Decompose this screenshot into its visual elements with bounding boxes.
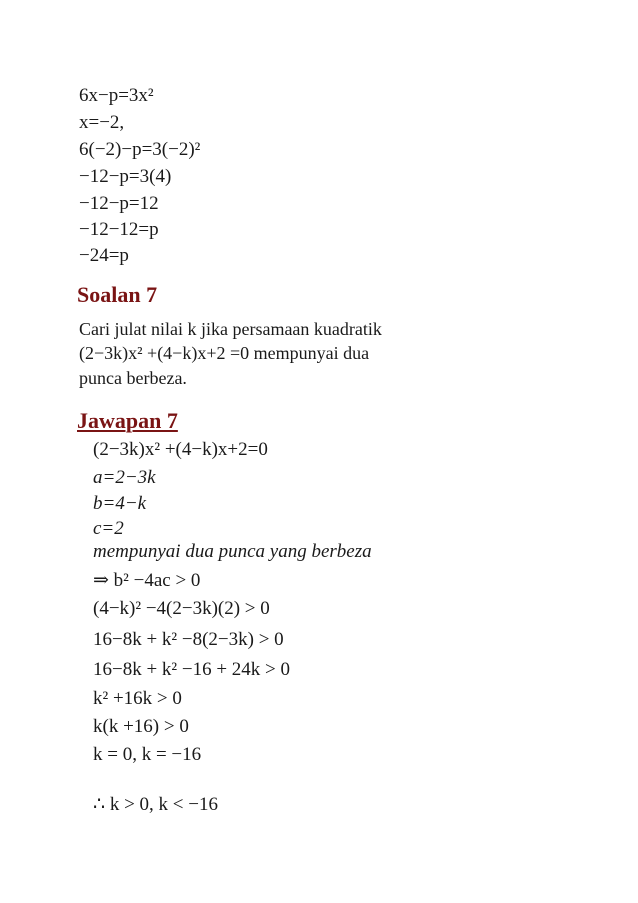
question-line-1: Cari julat nilai k jika persamaan kuadratik (79, 319, 382, 339)
working-line-7: −24=p (79, 245, 129, 266)
working-line-6: −12−12=p (79, 219, 159, 240)
answer-line-7: (4−k)² −4(2−3k)(2) > 0 (93, 598, 270, 619)
answer-line-11: k(k +16) > 0 (93, 716, 189, 737)
answer-line-4: c=2 (93, 518, 124, 539)
answer-line-13: ∴ k > 0, k < −16 (93, 794, 218, 815)
answer-line-10: k² +16k > 0 (93, 688, 182, 709)
answer-line-3: b=4−k (93, 493, 147, 514)
working-line-1: 6x−p=3x² (79, 85, 154, 106)
working-line-2: x=−2, (79, 112, 125, 133)
answer-line-1: (2−3k)x² +(4−k)x+2=0 (93, 439, 268, 460)
working-line-4: −12−p=3(4) (79, 166, 172, 187)
answer-line-5: mempunyai dua punca yang berbeza (93, 541, 372, 562)
answer-line-2: a=2−3k (93, 467, 156, 488)
answer-heading: Jawapan 7 (77, 408, 178, 433)
question-heading: Soalan 7 (77, 282, 158, 307)
answer-line-8: 16−8k + k² −8(2−3k) > 0 (93, 629, 284, 650)
answer-line-6: ⇒ b² −4ac > 0 (93, 570, 201, 591)
answer-line-9: 16−8k + k² −16 + 24k > 0 (93, 659, 291, 680)
question-line-3: punca berbeza. (79, 368, 187, 388)
working-line-3: 6(−2)−p=3(−2)² (79, 139, 201, 160)
question-line-2: (2−3k)x² +(4−k)x+2 =0 mempunyai dua (79, 343, 370, 363)
working-line-5: −12−p=12 (79, 193, 159, 214)
answer-line-12: k = 0, k = −16 (93, 744, 202, 765)
